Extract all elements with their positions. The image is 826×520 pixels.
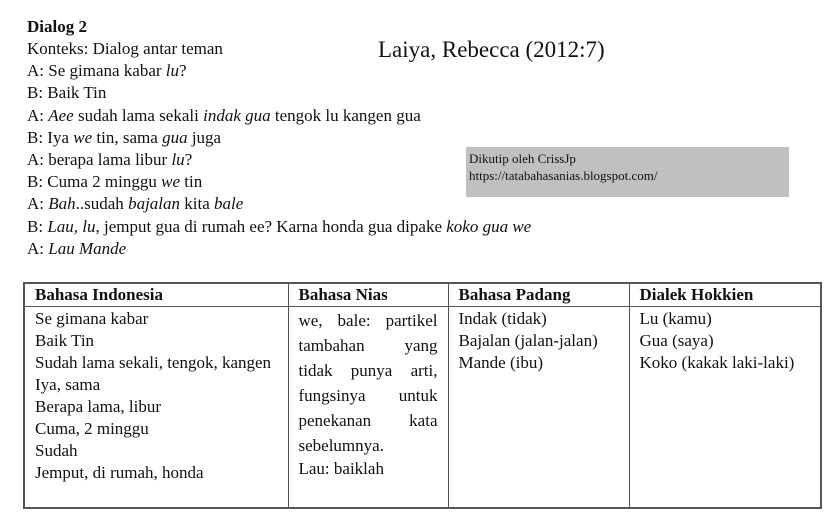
vocabulary-table [23,282,822,509]
dialog-segment: tin [180,172,203,192]
dialog-segment: Lau Mande [48,238,127,258]
dialog-segment: lu [171,150,185,170]
dialog-line [27,149,531,171]
table-cell [24,307,288,509]
dialog-line [27,216,531,238]
cell-entry: Mande (ibu) [458,353,544,372]
quote-author: Dikutip oleh CrissJp [469,151,576,166]
cell-entry: Bajalan (jalan-jalan) [458,331,598,350]
cell-entry: Sudah [35,441,78,460]
dialog-title: Dialog 2 [27,17,87,36]
table-cell [448,307,629,509]
cell-entry: Lu (kamu) [639,309,712,328]
cell-entry: Baik Tin [35,331,95,350]
cell-entry: Cuma, 2 minggu [35,419,149,438]
dialog-line [27,193,531,215]
dialog-line [27,82,531,104]
table-cell [288,307,448,509]
dialog-segment: koko gua we [446,216,532,236]
dialog-segment: gua [162,127,188,147]
dialog-segment: we [73,127,93,147]
dialog-segment: Konteks: Dialog antar teman [27,39,223,58]
dialog-segment: A: [27,238,49,258]
dialog-segment: indak gua [203,105,271,125]
column-header: Bahasa Padang [448,283,629,307]
dialog-segment: ? [184,150,193,170]
dialog-line [27,105,531,127]
dialog-segment: juga [187,127,222,147]
dialog-segment: tin, sama [92,127,163,147]
dialog-line [27,238,531,260]
dialog-segment: B: Baik Tin [27,83,107,103]
dialog-segment: B: [27,216,48,236]
dialog-segment: Bah [48,194,76,214]
dialog-line [27,127,531,149]
cell-entry: Se gimana kabar [35,309,149,328]
dialog-segment: A: [27,105,49,125]
dialog-segment: bajalan [128,194,181,214]
table-cell [629,307,821,509]
cell-entry: Jemput, di rumah, honda [35,463,204,482]
dialog-segment: B: Iya [27,127,74,147]
dialog-segment: , jemput gua di rumah ee? Karna honda gua dipake [95,216,447,236]
cell-entry: Sudah lama sekali, tengok, kangen [35,353,272,372]
cell-entry: Iya, sama [35,375,101,394]
table-header-row [24,283,821,307]
citation: Laiya, Rebecca (2012:7) [378,37,605,62]
column-header: Bahasa Nias [288,283,448,307]
cell-entry: Koko (kakak laki-laki) [639,353,795,372]
dialog-segment: kita [180,194,215,214]
dialog-segment: ? [179,61,187,81]
table-row [24,307,821,509]
column-header: Dialek Hokkien [629,283,821,307]
dialog-segment: B: Cuma 2 minggu [27,172,162,192]
cell-entry: Indak (tidak) [458,309,547,328]
dialog-segment: sudah lama sekali [73,105,204,125]
quote-url: https://tatabahasanias.blogspot.com/ [469,168,658,183]
column-header: Bahasa Indonesia [24,283,288,307]
dialog-segment: we [161,172,181,192]
cell-entry: Lau: baiklah [298,459,384,478]
cell-entry: Berapa lama, libur [35,397,162,416]
dialog-segment: bale [214,194,244,214]
quote-box [466,147,789,197]
dialog-segment: ..sudah [75,194,129,214]
dialog-segment: tengok lu kangen gua [270,105,421,125]
dialog-segment: Lau, lu [47,216,96,236]
dialog-segment: Aee [48,105,74,125]
dialog-segment: A: Se gimana kabar [27,61,166,81]
dialog-line [27,60,531,82]
dialog-line [27,171,531,193]
cell-entry: we, bale: partikel tambahan yang tidak punya arti, fungsinya untuk penekanan kata sebelumnya. [298,311,438,455]
cell-entry: Gua (saya) [639,331,714,350]
dialog-segment: A: berapa lama libur [27,150,172,170]
dialog-segment: A: [27,194,49,214]
dialog-segment: lu [165,61,180,81]
dialog-lines [27,38,531,260]
